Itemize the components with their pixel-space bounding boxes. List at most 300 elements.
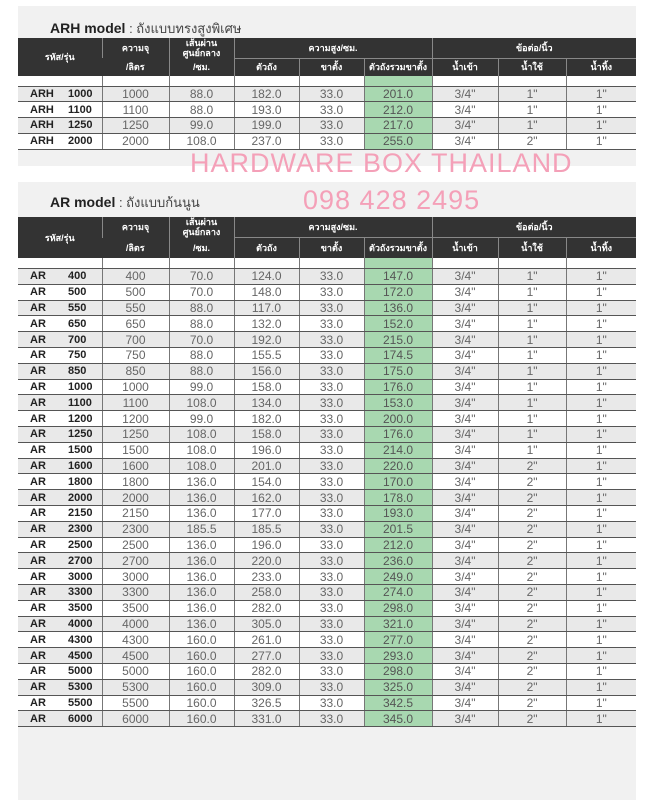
total-height-cell: 176.0 xyxy=(364,426,432,442)
table-row xyxy=(18,102,636,118)
model-prefix: ARH xyxy=(30,87,54,100)
capacity-cell: 700 xyxy=(102,332,169,348)
model-prefix: AR xyxy=(30,333,46,346)
stand-height-cell: 33.0 xyxy=(299,537,364,553)
model-code-cell xyxy=(18,663,102,679)
model-code-cell xyxy=(18,458,102,474)
total-height-cell: 214.0 xyxy=(364,442,432,458)
diameter-cell: 136.0 xyxy=(169,553,234,569)
drain-cell: 1" xyxy=(566,442,636,458)
model-number: 1250 xyxy=(68,119,93,132)
outlet-cell: 1" xyxy=(498,118,566,134)
diameter-cell: 108.0 xyxy=(169,426,234,442)
inlet-cell: 3/4" xyxy=(432,632,498,648)
capacity-cell: 1800 xyxy=(102,474,169,490)
model-number: 5000 xyxy=(68,665,93,678)
model-prefix: AR xyxy=(30,491,46,504)
drain-cell: 1" xyxy=(566,505,636,521)
model-prefix: AR xyxy=(30,602,46,615)
outlet-cell: 1" xyxy=(498,86,566,102)
outlet-cell: 1" xyxy=(498,332,566,348)
total-height-cell: 255.0 xyxy=(364,133,432,149)
stand-height-cell: 33.0 xyxy=(299,458,364,474)
stand-height-cell: 33.0 xyxy=(299,379,364,395)
tank-height-cell: 309.0 xyxy=(234,679,299,695)
table-row xyxy=(18,695,636,711)
outlet-cell: 1" xyxy=(498,284,566,300)
tank-height-cell: 132.0 xyxy=(234,316,299,332)
arh-title xyxy=(50,18,241,39)
drain-cell: 1" xyxy=(566,363,636,379)
tank-height-cell: 201.0 xyxy=(234,458,299,474)
total-height-cell: 277.0 xyxy=(364,632,432,648)
model-prefix: AR xyxy=(30,696,46,709)
model-code-cell xyxy=(18,284,102,300)
model-code-cell xyxy=(18,347,102,363)
tank-height-cell: 220.0 xyxy=(234,553,299,569)
arh-section xyxy=(18,6,636,166)
capacity-cell: 4500 xyxy=(102,648,169,664)
table-row xyxy=(18,553,636,569)
capacity-cell: 400 xyxy=(102,269,169,285)
model-code-cell xyxy=(18,395,102,411)
model-code-cell xyxy=(18,269,102,285)
drain-cell: 1" xyxy=(566,679,636,695)
model-number: 3000 xyxy=(68,570,93,583)
capacity-cell: 5000 xyxy=(102,663,169,679)
table-row xyxy=(18,490,636,506)
diameter-cell: 136.0 xyxy=(169,616,234,632)
tank-height-cell: 331.0 xyxy=(234,711,299,727)
diameter-cell: 185.5 xyxy=(169,521,234,537)
inlet-cell: 3/4" xyxy=(432,679,498,695)
table-row xyxy=(18,711,636,727)
model-code-cell xyxy=(18,584,102,600)
diameter-cell: 136.0 xyxy=(169,569,234,585)
table-row xyxy=(18,347,636,363)
stand-height-cell: 33.0 xyxy=(299,133,364,149)
diameter-cell: 108.0 xyxy=(169,133,234,149)
stand-height-cell: 33.0 xyxy=(299,332,364,348)
inlet-cell: 3/4" xyxy=(432,426,498,442)
ar-title xyxy=(50,192,200,213)
tank-height-cell: 277.0 xyxy=(234,648,299,664)
model-code-cell xyxy=(18,411,102,427)
model-number: 400 xyxy=(68,270,87,283)
inlet-cell: 3/4" xyxy=(432,521,498,537)
model-prefix: ARH xyxy=(30,119,54,132)
drain-cell: 1" xyxy=(566,537,636,553)
model-code-cell xyxy=(18,442,102,458)
inlet-cell: 3/4" xyxy=(432,316,498,332)
outlet-cell: 2" xyxy=(498,490,566,506)
tank-height-cell: 177.0 xyxy=(234,505,299,521)
model-prefix: ARH xyxy=(30,103,54,116)
diameter-cell: 136.0 xyxy=(169,537,234,553)
model-number: 6000 xyxy=(68,712,93,725)
model-prefix: AR xyxy=(30,475,46,488)
model-prefix: AR xyxy=(30,349,46,362)
drain-cell: 1" xyxy=(566,347,636,363)
model-code-cell xyxy=(18,553,102,569)
total-height-cell: 153.0 xyxy=(364,395,432,411)
model-prefix: AR xyxy=(30,681,46,694)
outlet-cell: 2" xyxy=(498,474,566,490)
stand-height-cell: 33.0 xyxy=(299,316,364,332)
model-number: 1100 xyxy=(68,103,92,116)
inlet-cell: 3/4" xyxy=(432,102,498,118)
capacity-cell: 1500 xyxy=(102,442,169,458)
capacity-cell: 2150 xyxy=(102,505,169,521)
arh-model-name: ARH model xyxy=(50,20,126,36)
model-prefix: AR xyxy=(30,270,46,283)
capacity-cell: 3000 xyxy=(102,569,169,585)
tank-height-cell: 158.0 xyxy=(234,379,299,395)
capacity-cell: 1000 xyxy=(102,86,169,102)
drain-cell: 1" xyxy=(566,553,636,569)
stand-height-cell: 33.0 xyxy=(299,300,364,316)
tank-height-cell: 158.0 xyxy=(234,426,299,442)
model-number: 1000 xyxy=(68,380,93,393)
model-prefix: ARH xyxy=(30,135,54,148)
model-number: 1200 xyxy=(68,412,93,425)
capacity-cell: 1600 xyxy=(102,458,169,474)
header-drain: น้ำทิ้ง xyxy=(566,238,636,259)
header-stand: ขาตั้ง xyxy=(299,238,364,259)
inlet-cell: 3/4" xyxy=(432,600,498,616)
model-code-cell xyxy=(18,474,102,490)
model-number: 3300 xyxy=(68,586,93,599)
header-fitting-group: ข้อต่อ/นิ้ว xyxy=(432,217,636,238)
diameter-cell: 108.0 xyxy=(169,458,234,474)
capacity-cell: 550 xyxy=(102,300,169,316)
capacity-cell: 5300 xyxy=(102,679,169,695)
tank-height-cell: 196.0 xyxy=(234,442,299,458)
total-height-cell: 325.0 xyxy=(364,679,432,695)
model-code-cell xyxy=(18,537,102,553)
drain-cell: 1" xyxy=(566,411,636,427)
inlet-cell: 3/4" xyxy=(432,569,498,585)
table-row xyxy=(18,379,636,395)
spacer-row xyxy=(18,76,636,87)
model-number: 5300 xyxy=(68,681,93,694)
total-height-cell: 200.0 xyxy=(364,411,432,427)
tank-height-cell: 154.0 xyxy=(234,474,299,490)
total-height-cell: 172.0 xyxy=(364,284,432,300)
model-number: 750 xyxy=(68,349,87,362)
outlet-cell: 1" xyxy=(498,269,566,285)
model-prefix: AR xyxy=(30,317,46,330)
outlet-cell: 1" xyxy=(498,316,566,332)
model-number: 1800 xyxy=(68,475,93,488)
tank-height-cell: 134.0 xyxy=(234,395,299,411)
model-prefix: AR xyxy=(30,586,46,599)
drain-cell: 1" xyxy=(566,426,636,442)
model-prefix: AR xyxy=(30,365,46,378)
inlet-cell: 3/4" xyxy=(432,332,498,348)
model-code-cell xyxy=(18,490,102,506)
diameter-cell: 160.0 xyxy=(169,711,234,727)
diameter-cell: 70.0 xyxy=(169,284,234,300)
table-row xyxy=(18,679,636,695)
header-diameter-unit: /ซม. xyxy=(169,238,234,259)
model-prefix: AR xyxy=(30,617,46,630)
inlet-cell: 3/4" xyxy=(432,363,498,379)
watermark-company-name: HARDWARE BOX THAILAND xyxy=(190,148,573,178)
model-prefix: AR xyxy=(30,633,46,646)
diameter-cell: 99.0 xyxy=(169,379,234,395)
inlet-cell: 3/4" xyxy=(432,584,498,600)
tank-height-cell: 124.0 xyxy=(234,269,299,285)
model-number: 5500 xyxy=(68,696,93,709)
model-prefix: AR xyxy=(30,428,46,441)
ar-section xyxy=(18,182,636,800)
total-height-cell: 298.0 xyxy=(364,663,432,679)
drain-cell: 1" xyxy=(566,632,636,648)
model-number: 2500 xyxy=(68,538,93,551)
model-code-cell xyxy=(18,426,102,442)
model-code-cell xyxy=(18,648,102,664)
total-height-cell: 321.0 xyxy=(364,616,432,632)
capacity-cell: 4300 xyxy=(102,632,169,648)
diameter-cell: 136.0 xyxy=(169,490,234,506)
outlet-cell: 2" xyxy=(498,458,566,474)
stand-height-cell: 33.0 xyxy=(299,553,364,569)
model-prefix: AR xyxy=(30,301,46,314)
header-height-group: ความสูง/ซม. xyxy=(234,217,432,238)
inlet-cell: 3/4" xyxy=(432,442,498,458)
outlet-cell: 2" xyxy=(498,521,566,537)
inlet-cell: 3/4" xyxy=(432,537,498,553)
inlet-cell: 3/4" xyxy=(432,347,498,363)
header-code: รหัส/รุ่น xyxy=(18,217,102,258)
model-number: 550 xyxy=(68,301,87,314)
watermark-phone: 098 428 2495 xyxy=(303,185,481,215)
drain-cell: 1" xyxy=(566,521,636,537)
tank-height-cell: 148.0 xyxy=(234,284,299,300)
diameter-cell: 108.0 xyxy=(169,395,234,411)
tank-height-cell: 326.5 xyxy=(234,695,299,711)
model-number: 500 xyxy=(68,286,87,299)
model-code-cell xyxy=(18,300,102,316)
model-number: 1100 xyxy=(68,396,92,409)
ar-table-body xyxy=(18,258,636,727)
header-fitting-group: ข้อต่อ/นิ้ว xyxy=(432,38,636,58)
total-height-cell: 342.5 xyxy=(364,695,432,711)
stand-height-cell: 33.0 xyxy=(299,395,364,411)
tank-height-cell: 162.0 xyxy=(234,490,299,506)
model-prefix: AR xyxy=(30,649,46,662)
outlet-cell: 1" xyxy=(498,300,566,316)
stand-height-cell: 33.0 xyxy=(299,474,364,490)
diameter-cell: 88.0 xyxy=(169,316,234,332)
header-capacity-unit: /ลิตร xyxy=(102,238,169,259)
outlet-cell: 2" xyxy=(498,648,566,664)
drain-cell: 1" xyxy=(566,569,636,585)
header-total: ตัวถังรวมขาตั้ง xyxy=(364,238,432,259)
table-row xyxy=(18,474,636,490)
outlet-cell: 1" xyxy=(498,411,566,427)
drain-cell: 1" xyxy=(566,102,636,118)
model-code-cell xyxy=(18,316,102,332)
inlet-cell: 3/4" xyxy=(432,458,498,474)
capacity-cell: 1100 xyxy=(102,102,169,118)
drain-cell: 1" xyxy=(566,490,636,506)
outlet-cell: 2" xyxy=(498,569,566,585)
stand-height-cell: 33.0 xyxy=(299,269,364,285)
outlet-cell: 2" xyxy=(498,600,566,616)
outlet-cell: 1" xyxy=(498,426,566,442)
model-number: 3500 xyxy=(68,602,93,615)
total-height-cell: 249.0 xyxy=(364,569,432,585)
outlet-cell: 2" xyxy=(498,616,566,632)
inlet-cell: 3/4" xyxy=(432,490,498,506)
outlet-cell: 2" xyxy=(498,695,566,711)
drain-cell: 1" xyxy=(566,332,636,348)
drain-cell: 1" xyxy=(566,86,636,102)
header-diameter: เส้นผ่านศูนย์กลาง xyxy=(169,38,234,58)
capacity-cell: 650 xyxy=(102,316,169,332)
header-capacity: ความจุ xyxy=(102,38,169,58)
stand-height-cell: 33.0 xyxy=(299,86,364,102)
model-number: 4300 xyxy=(68,633,93,646)
table-row xyxy=(18,363,636,379)
header-inlet: น้ำเข้า xyxy=(432,58,498,76)
model-number: 2000 xyxy=(68,135,93,148)
tank-height-cell: 282.0 xyxy=(234,600,299,616)
header-capacity: ความจุ xyxy=(102,217,169,238)
capacity-cell: 2500 xyxy=(102,537,169,553)
ar-subtitle: : ถังแบบก้นนูน xyxy=(115,195,200,210)
table-row xyxy=(18,118,636,134)
total-height-cell: 220.0 xyxy=(364,458,432,474)
header-outlet: น้ำใช้ xyxy=(498,58,566,76)
spacer-row xyxy=(18,258,636,269)
stand-height-cell: 33.0 xyxy=(299,490,364,506)
table-row xyxy=(18,395,636,411)
header-inlet: น้ำเข้า xyxy=(432,238,498,259)
stand-height-cell: 33.0 xyxy=(299,584,364,600)
total-height-cell: 147.0 xyxy=(364,269,432,285)
diameter-cell: 108.0 xyxy=(169,442,234,458)
stand-height-cell: 33.0 xyxy=(299,648,364,664)
stand-height-cell: 33.0 xyxy=(299,284,364,300)
tank-height-cell: 258.0 xyxy=(234,584,299,600)
outlet-cell: 2" xyxy=(498,505,566,521)
model-prefix: AR xyxy=(30,523,46,536)
model-prefix: AR xyxy=(30,459,46,472)
model-prefix: AR xyxy=(30,712,46,725)
total-height-cell: 175.0 xyxy=(364,363,432,379)
outlet-cell: 2" xyxy=(498,632,566,648)
diameter-cell: 99.0 xyxy=(169,411,234,427)
capacity-cell: 2000 xyxy=(102,490,169,506)
outlet-cell: 1" xyxy=(498,102,566,118)
total-height-cell: 174.5 xyxy=(364,347,432,363)
tank-height-cell: 182.0 xyxy=(234,411,299,427)
outlet-cell: 2" xyxy=(498,133,566,149)
model-code-cell xyxy=(18,569,102,585)
tank-height-cell: 117.0 xyxy=(234,300,299,316)
diameter-cell: 160.0 xyxy=(169,695,234,711)
model-prefix: AR xyxy=(30,286,46,299)
model-code-cell xyxy=(18,133,102,149)
stand-height-cell: 33.0 xyxy=(299,347,364,363)
total-height-cell: 178.0 xyxy=(364,490,432,506)
diameter-cell: 88.0 xyxy=(169,347,234,363)
total-height-cell: 298.0 xyxy=(364,600,432,616)
model-code-cell xyxy=(18,363,102,379)
total-height-cell: 136.0 xyxy=(364,300,432,316)
model-code-cell xyxy=(18,695,102,711)
header-code: รหัส/รุ่น xyxy=(18,38,102,76)
capacity-cell: 2700 xyxy=(102,553,169,569)
diameter-cell: 136.0 xyxy=(169,584,234,600)
inlet-cell: 3/4" xyxy=(432,118,498,134)
outlet-cell: 2" xyxy=(498,537,566,553)
outlet-cell: 2" xyxy=(498,679,566,695)
capacity-cell: 3500 xyxy=(102,600,169,616)
table-row xyxy=(18,584,636,600)
tank-height-cell: 282.0 xyxy=(234,663,299,679)
outlet-cell: 1" xyxy=(498,379,566,395)
stand-height-cell: 33.0 xyxy=(299,632,364,648)
model-number: 4000 xyxy=(68,617,93,630)
model-code-cell xyxy=(18,332,102,348)
table-row xyxy=(18,600,636,616)
inlet-cell: 3/4" xyxy=(432,284,498,300)
tank-height-cell: 192.0 xyxy=(234,332,299,348)
header-outlet: น้ำใช้ xyxy=(498,238,566,259)
inlet-cell: 3/4" xyxy=(432,300,498,316)
total-height-cell: 201.5 xyxy=(364,521,432,537)
total-height-cell: 293.0 xyxy=(364,648,432,664)
table-row xyxy=(18,537,636,553)
table-row xyxy=(18,505,636,521)
model-prefix: AR xyxy=(30,538,46,551)
capacity-cell: 3300 xyxy=(102,584,169,600)
table-row xyxy=(18,442,636,458)
drain-cell: 1" xyxy=(566,300,636,316)
diameter-cell: 88.0 xyxy=(169,300,234,316)
model-code-cell xyxy=(18,711,102,727)
drain-cell: 1" xyxy=(566,269,636,285)
drain-cell: 1" xyxy=(566,600,636,616)
total-height-cell: 212.0 xyxy=(364,537,432,553)
tank-height-cell: 193.0 xyxy=(234,102,299,118)
stand-height-cell: 33.0 xyxy=(299,442,364,458)
drain-cell: 1" xyxy=(566,648,636,664)
model-prefix: AR xyxy=(30,396,46,409)
tank-height-cell: 156.0 xyxy=(234,363,299,379)
outlet-cell: 1" xyxy=(498,347,566,363)
outlet-cell: 2" xyxy=(498,711,566,727)
table-row xyxy=(18,133,636,149)
tank-height-cell: 196.0 xyxy=(234,537,299,553)
tank-height-cell: 155.5 xyxy=(234,347,299,363)
arh-subtitle: : ถังแบบทรงสูงพิเศษ xyxy=(125,21,242,36)
table-row xyxy=(18,458,636,474)
inlet-cell: 3/4" xyxy=(432,695,498,711)
total-height-cell: 170.0 xyxy=(364,474,432,490)
inlet-cell: 3/4" xyxy=(432,411,498,427)
model-code-cell xyxy=(18,379,102,395)
ar-spec-table xyxy=(18,217,636,727)
drain-cell: 1" xyxy=(566,584,636,600)
inlet-cell: 3/4" xyxy=(432,648,498,664)
model-code-cell xyxy=(18,118,102,134)
capacity-cell: 1250 xyxy=(102,426,169,442)
